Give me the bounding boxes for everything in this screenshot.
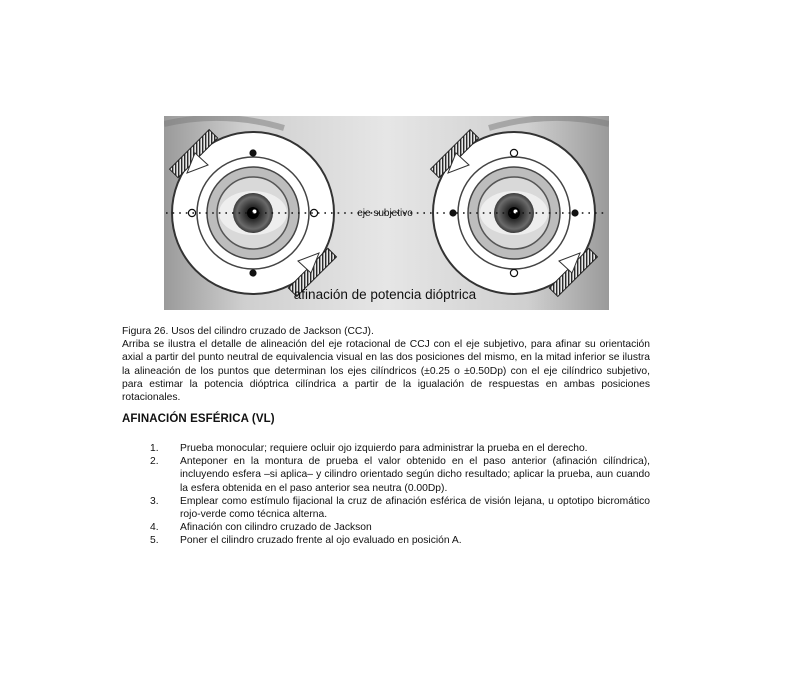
figure-caption	[122, 325, 650, 404]
item-text: Afinación con cilindro cruzado de Jackson	[180, 522, 372, 534]
caption-body: Arriba se ilustra el detalle de alineación del eje rotacional de CCJ con el eje subjetivo, para afinar su orientación axial a partir del punto neutral de equivalencia visual en las dos posiciones del mismo, en la mitad inferior se ilustra la alineación de los puntos que determinan los ejes cilíndricos (±0.25 o ±0.50Dp) con el eje cilíndrico subjetivo, para estimar la potencia dióptrica cilíndrica a partir de la igualación de respuestas en ambas posiciones rotacionales.	[122, 339, 650, 404]
item-number: 5.	[150, 535, 159, 547]
axis-label: eje subjetivo	[357, 208, 413, 219]
item-text: Prueba monocular; requiere ocluir ojo izquierdo para administrar la prueba en el derecho.	[180, 443, 588, 454]
steps-list	[150, 442, 650, 548]
jackson-cross-cylinder-illustration	[164, 116, 609, 310]
list-item	[150, 495, 650, 521]
list-item	[150, 534, 650, 547]
caption-title: Figura 26. Usos del cilindro cruzado de Jackson (CCJ).	[122, 326, 374, 337]
list-item	[150, 442, 650, 455]
item-number: 1.	[150, 443, 159, 454]
figure-image	[164, 116, 609, 310]
section-heading: AFINACIÓN ESFÉRICA (VL)	[122, 413, 275, 425]
item-number: 2.	[150, 456, 159, 468]
item-number: 4.	[150, 522, 159, 534]
list-item	[150, 455, 650, 495]
figure-bottom-label: afinación de potencia dióptrica	[293, 287, 477, 302]
item-text: Anteponer en la montura de prueba el valor obtenido en el paso anterior (afinación cilíndrica), incluyendo esfera –si aplica– y cilindro orientado según dicho resultado; aplicar la prueba, aun cuando la esfera obtenida en el paso anterior sea neutra (0.00Dp).	[180, 456, 650, 494]
item-number: 3.	[150, 495, 159, 507]
item-text: Emplear como estímulo fijacional la cruz de afinación esférica de visión lejana, u optotipo bicromático rojo-verde como técnica alterna.	[180, 495, 650, 521]
item-text: Poner el cilindro cruzado frente al ojo evaluado en posición A.	[180, 535, 462, 547]
list-item	[150, 521, 650, 534]
